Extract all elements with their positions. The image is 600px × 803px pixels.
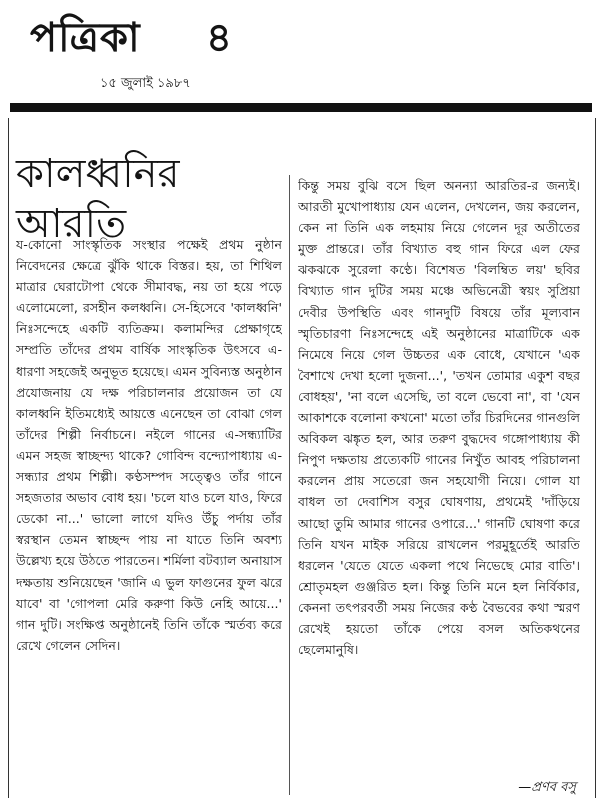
headline-line-2: আরতি xyxy=(16,200,127,247)
publication-date: ১৫ জুলাই ১৯৮৭ xyxy=(100,76,191,91)
headline-line-1: কালধ্বনির xyxy=(16,150,180,197)
masthead xyxy=(0,0,600,102)
article-column-left xyxy=(16,234,282,794)
page-number: ৪ xyxy=(206,14,232,61)
author-byline: —প্রণব বসু xyxy=(518,780,576,795)
masthead-rule xyxy=(10,103,592,112)
newspaper-title: পত্রিকা xyxy=(30,14,141,61)
left-column-text: য-কোনো সাংস্কৃতিক সংস্থার পক্ষেই প্রথম নুষ্ঠান নিবেদনের ক্ষেত্রে ঝুঁকি থাকে বিস্তর। হয়, তা শিথিল মাত্রার ঘেরাটোপা থেকে সীমাবদ্ধ, নয় তা হয়ে পড়ে এলোমেলো, রসহীন কলধ্বনি। সে-হিসেবে 'কালধ্বনি' নিঃসন্দেহে একটি ব্যতিক্রম। কলামন্দির প্রেক্ষাগৃহে সম্প্রতি তাঁদের প্রথম বার্ষিক সাংস্কৃতিক উৎসবে এ-ধারণা সহজেই অনুভূত হয়েছে। এমন সুবিন্যস্ত অনুষ্ঠান প্রযোজনায় যে দক্ষ পরিচালনার প্রয়োজন তা যে কালধ্বনি ইতিমধ্যেই আয়ত্তে এনেছেন তা বোঝা গেল তাঁদের শিল্পী নির্বাচনে। নইলে গানের এ-সন্ধ্যাটির এমন সহজ স্বাচ্ছন্দ্য থাকে? গোবিন্দ বন্দ্যোপাধ্যায় এ-সন্ধ্যার প্রথম শিল্পী। কণ্ঠসম্পদ সত্ত্বেও তাঁর গানে সহজতার অভাব বোধ হয়। 'চলে যাও চলে যাও, ফিরে ডেকো না...' ভালো লাগে যদিও উঁচু পর্দায় তাঁর স্বরস্থান তেমন স্বাচ্ছন্দ পায় না যাতে তিনি অবশ্য উল্লেখ্য হয়ে উঠতে পারতেন। শর্মিলা বটব্যাল অনায়াস দক্ষতায় শুনিয়েছেন 'জানি এ ভুল ফাগুনের ফুল ঝরে যাবে' বা 'গোপলা মেরি করুণা কিউ নেহি আয়ে...' গান দুটি। সংক্ষিপ্ত অনুষ্ঠানেই তিনি তাঁকে স্মর্তব্য করে রেখে গেলেন সেদিন। xyxy=(16,237,282,653)
article-column-right xyxy=(298,175,580,775)
right-column-text: কিন্তু সময় বুঝি বসে ছিল অনন্যা আরতির-র জন্যই। আরতী মুখোপাধ্যায় যেন এলেন, দেখলেন, জয় করলেন, কেন না তিনি এক লহমায় নিয়ে গেলেন দূর অতীতের মুক্ত প্রান্তরে। তাঁর বিখ্যাত বহু গান ফিরে এল ফের ঝকঝকে সুরেলা কণ্ঠে। বিশেষত 'বিলম্বিত লয়' ছবির বিখ্যাত গান দুটির সময় মঞ্চে অভিনেত্রী স্বয়ং সুপ্রিয়া দেবীর উপস্থিতি এবং গানদুটি বিষয়ে তাঁর মূল্যবান স্মৃতিচারণা নিঃসন্দেহে এই অনুষ্ঠানের মাত্রাটিকে এক নিমেষে নিয়ে গেল উচ্চতর এক বোধে, যেখানে 'এক বৈশাখে দেখা হলো দুজনা...', 'তখন তোমার একুশ বছর বোধহয়', 'না বলে এসেছি, তা বলে ভেবো না', বা 'যেন আকাশকে বলোনা কখনো' মতো তাঁর চিরদিনের গানগুলি অবিকল ঝঙ্কৃত হল, আর তরুণ বুদ্ধদেব গঙ্গোপাধ্যায় কী নিপুণ দক্ষতায় প্রত্যেকটি গানের নিখুঁত আবহ পরিচালনা করলেন প্রায় সতেরো জন সহযোগী নিয়ে। গোল যা বাধল তা দেবাশিস বসুর ঘোষণায়, প্রথমেই 'দাঁড়িয়ে আছো তুমি আমার গানের ওপারে...' গানটি ঘোষণা করে তিনি যখন মাইক সরিয়ে রাখলেন পরমুহূর্তেই আরতি ধরলেন 'যেতে যেতে একলা পথে নিভেছে মোর বাতি'। শ্রোতৃমহল গুঞ্জরিত হল। কিন্তু তিনি মনে হল নির্বিকার, কেননা তৎপরবর্তী সময় নিজের কণ্ঠ বৈভবের কথা স্মরণ রেখেই হয়তো তাঁকে পেয়ে বসল অতিকথনের ছেলেমানুষি। xyxy=(298,178,580,658)
column-divider xyxy=(289,175,290,795)
